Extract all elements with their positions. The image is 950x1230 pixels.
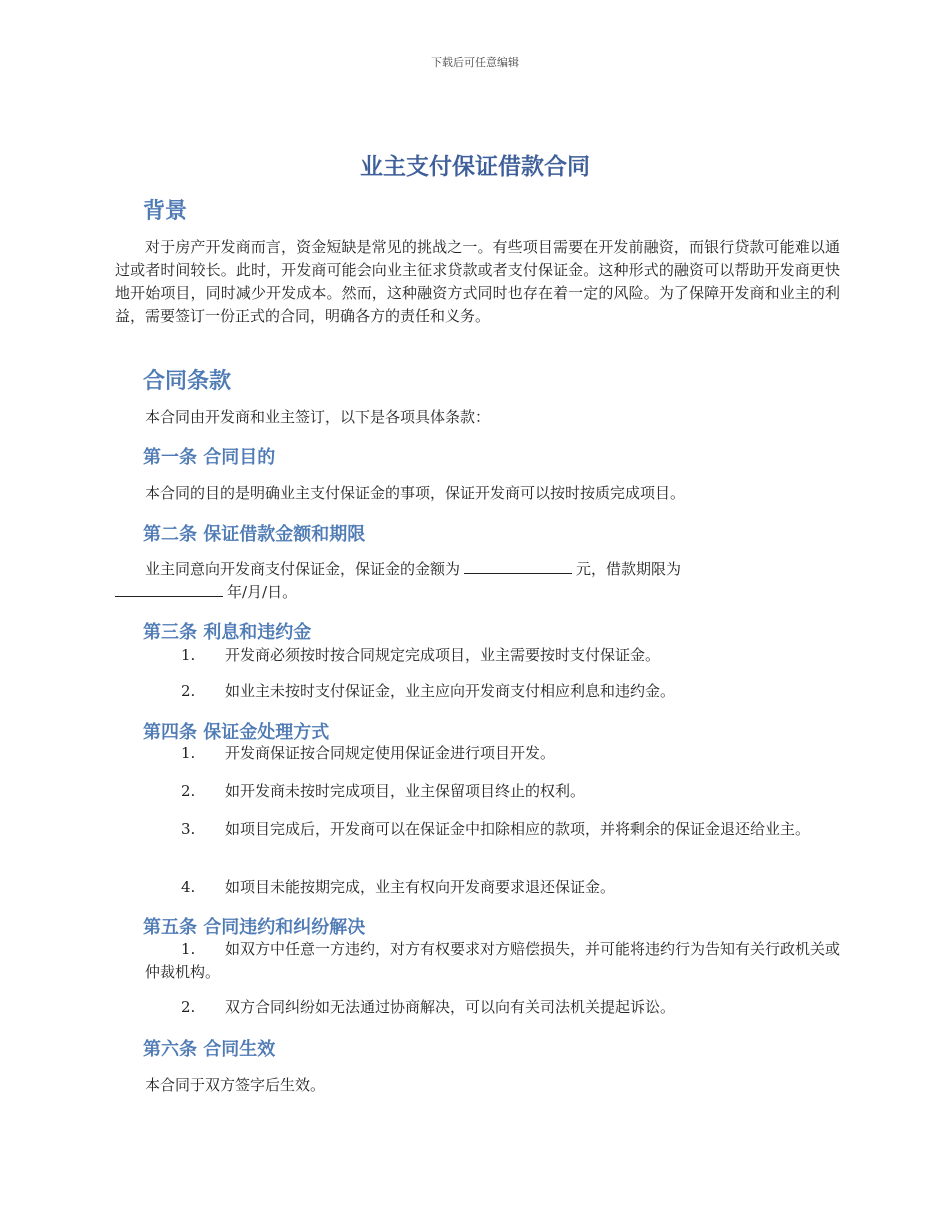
list-item — [145, 742, 840, 765]
list-item-number: 1. — [181, 646, 196, 664]
list-item-number: 2. — [181, 782, 196, 800]
list-item — [145, 680, 840, 703]
article4-heading: 第四条 保证金处理方式 — [143, 722, 330, 743]
section-heading-terms: 合同条款 — [143, 369, 232, 394]
list-item-number: 2. — [181, 998, 196, 1016]
terms-intro: 本合同由开发商和业主签订，以下是各项具体条款： — [145, 408, 491, 426]
article2-paragraph — [115, 558, 840, 604]
list-item-text: 如项目完成后，开发商可以在保证金中扣除相应的款项，并将剩余的保证金退还给业主。 — [225, 820, 811, 838]
list-item-text: 如项目未能按期完成，业主有权向开发商要求退还保证金。 — [225, 878, 616, 896]
background-paragraph: 对于房产开发商而言，资金短缺是常见的挑战之一。有些项目需要在开发前融资，而银行贷款可能难以通过或者时间较长。此时，开发商可能会向业主征求贷款或者支付保证金。这种形式的融资可以帮助开发商更快地开始项目，同时减少开发成本。然而，这种融资方式同时也存在着一定的风险。为了保障开发商和业主的利益，需要签订一份正式的合同，明确各方的责任和义务。 — [115, 238, 840, 325]
article6-text: 本合同于双方签字后生效。 — [145, 1076, 326, 1094]
list-item-text: 如业主未按时支付保证金，业主应向开发商支付相应利息和违约金。 — [225, 682, 676, 700]
list-item-number: 2. — [181, 682, 196, 700]
list-item-number: 4. — [181, 878, 196, 896]
list-item-number: 1. — [181, 744, 196, 762]
list-item — [145, 780, 840, 803]
term-blank — [115, 582, 223, 597]
list-item — [145, 996, 840, 1019]
section-heading-background: 背景 — [143, 199, 188, 224]
list-item — [145, 938, 840, 984]
article2-heading: 第二条 保证借款金额和期限 — [143, 524, 366, 545]
list-item-text: 开发商必须按时按合同规定完成项目，业主需要按时支付保证金。 — [225, 646, 661, 664]
list-item-text: 如开发商未按时完成项目，业主保留项目终止的权利。 — [225, 782, 586, 800]
article2-text-part1: 业主同意向开发商支付保证金，保证金的金额为 — [145, 560, 461, 578]
article1-text: 本合同的目的是明确业主支付保证金的事项，保证开发商可以按时按质完成项目。 — [145, 484, 686, 502]
list-item-text: 如双方中任意一方违约，对方有权要求对方赔偿损失，并可能将违约行为告知有关行政机关或仲裁机构。 — [145, 940, 841, 981]
document-title: 业主支付保证借款合同 — [360, 154, 590, 180]
article2-text-part2: 元，借款期限为 — [576, 560, 682, 578]
list-item-text: 双方合同纠纷如无法通过协商解决，可以向有关司法机关提起诉讼。 — [225, 998, 676, 1016]
list-item-number: 1. — [181, 940, 196, 958]
amount-blank — [464, 559, 572, 574]
list-item-text: 开发商保证按合同规定使用保证金进行项目开发。 — [225, 744, 556, 762]
list-item — [145, 876, 840, 899]
list-item — [145, 818, 840, 841]
article6-heading: 第六条 合同生效 — [143, 1039, 276, 1060]
header-note: 下载后可任意编辑 — [431, 56, 519, 69]
list-item-number: 3. — [181, 820, 196, 838]
list-item — [145, 644, 840, 667]
article2-text-part3: 年/月/日。 — [227, 583, 298, 601]
article3-heading: 第三条 利息和违约金 — [143, 622, 312, 643]
article5-heading: 第五条 合同违约和纠纷解决 — [143, 917, 366, 938]
article1-heading: 第一条 合同目的 — [143, 447, 276, 468]
